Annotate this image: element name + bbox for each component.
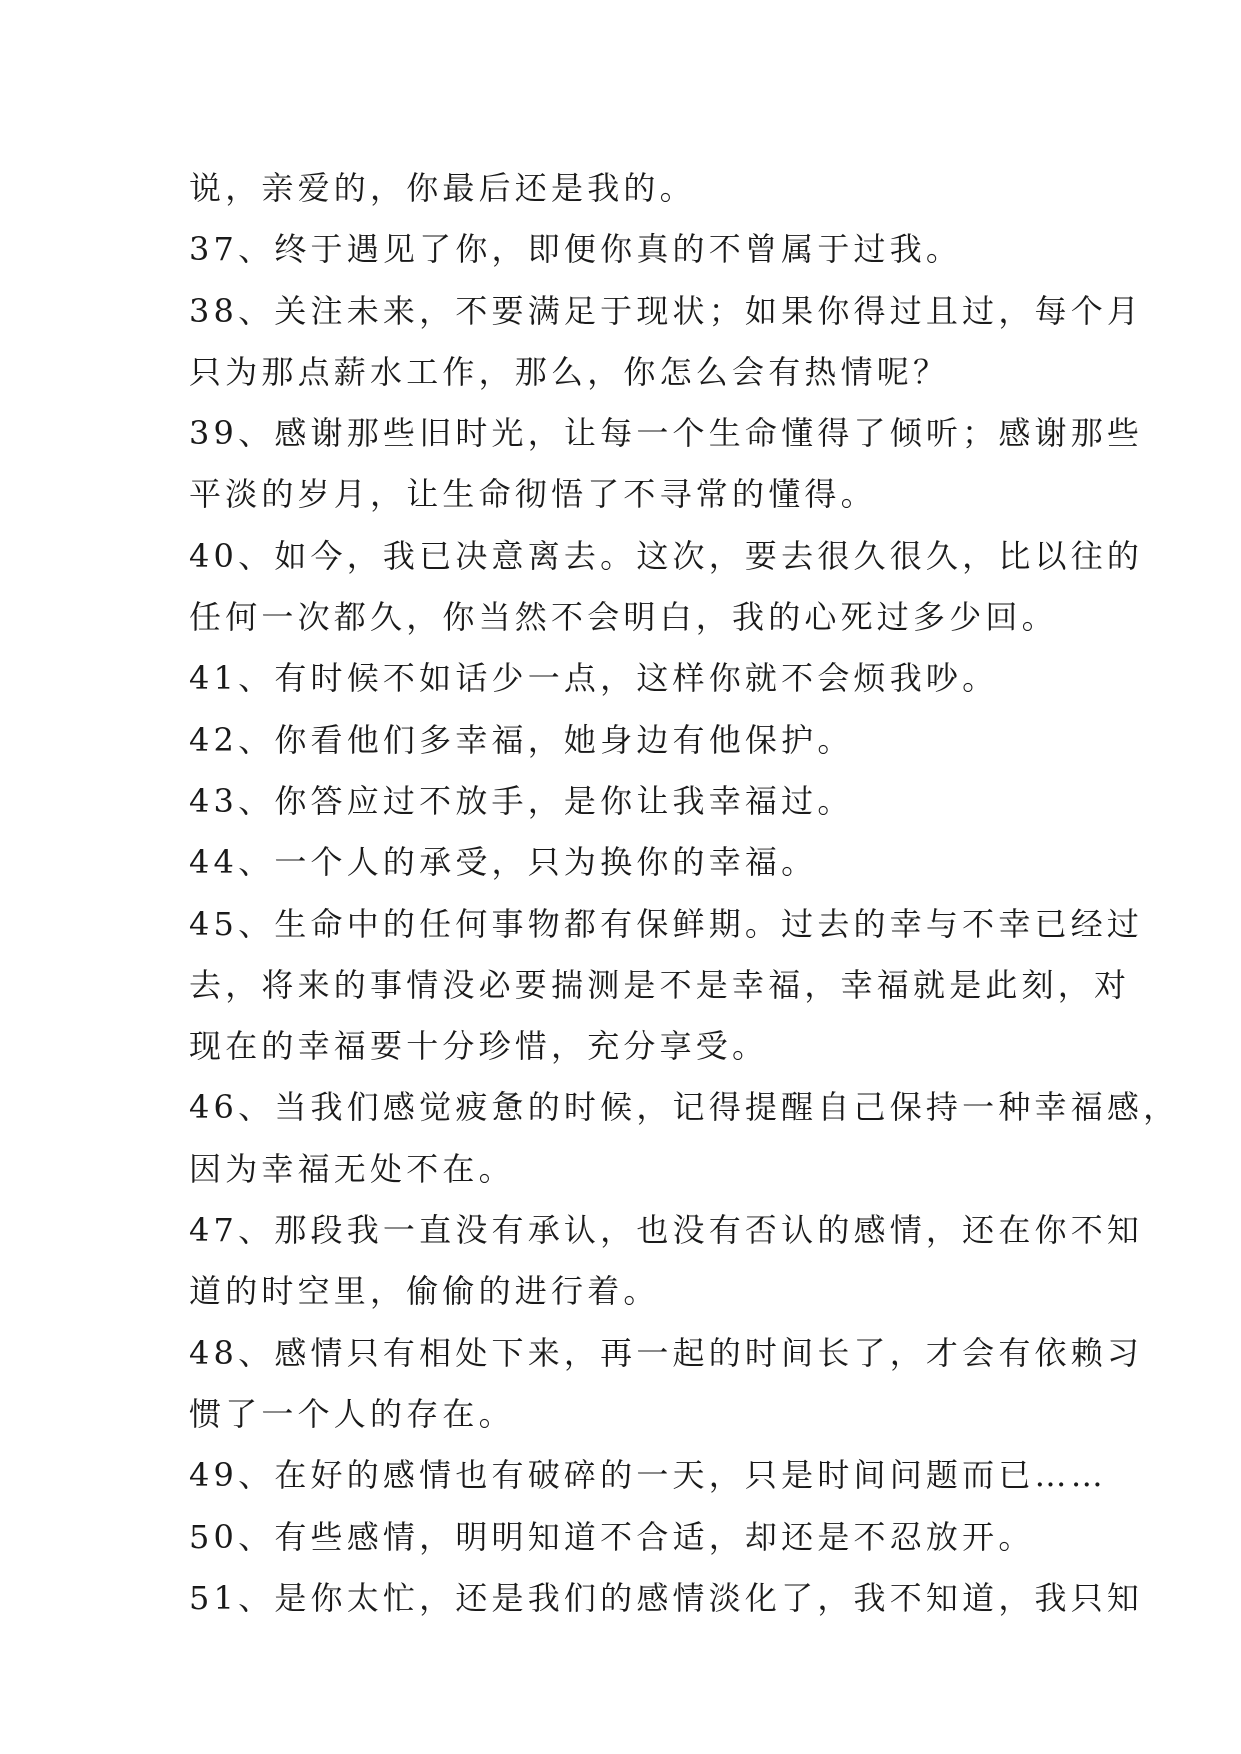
text-line: 42、你看他们多幸福，她身边有他保护。	[189, 720, 854, 759]
text-line: 现在的幸福要十分珍惜，充分享受。	[189, 1027, 769, 1066]
text-body	[189, 158, 1180, 1629]
text-line: 48、感情只有相处下来，再一起的时间长了，才会有依赖习	[189, 1333, 1144, 1372]
text-line: 道的时空里，偷偷的进行着。	[189, 1272, 660, 1311]
text-line: 46、当我们感觉疲惫的时候，记得提醒自己保持一种幸福感，	[189, 1088, 1180, 1127]
text-line: 去，将来的事情没必要揣测是不是幸福，幸福就是此刻，对	[189, 965, 1131, 1004]
text-line: 50、有些感情，明明知道不合适，却还是不忍放开。	[189, 1517, 1035, 1556]
text-line: 49、在好的感情也有破碎的一天，只是时间问题而已……	[189, 1456, 1107, 1495]
text-line: 41、有时候不如话少一点，这样你就不会烦我吵。	[189, 659, 999, 698]
text-line: 平淡的岁月，让生命彻悟了不寻常的懂得。	[189, 475, 877, 514]
text-line: 37、终于遇见了你，即便你真的不曾属于过我。	[189, 230, 963, 269]
text-line: 44、一个人的承受，只为换你的幸福。	[189, 843, 818, 882]
text-line: 47、那段我一直没有承认，也没有否认的感情，还在你不知	[189, 1211, 1144, 1250]
text-line: 51、是你太忙，还是我们的感情淡化了，我不知道，我只知	[189, 1578, 1144, 1617]
text-line: 45、生命中的任何事物都有保鲜期。过去的幸与不幸已经过	[189, 904, 1144, 943]
text-line: 惯了一个人的存在。	[189, 1394, 515, 1433]
text-line: 39、感谢那些旧时光，让每一个生命懂得了倾听；感谢那些	[189, 414, 1144, 453]
text-line: 因为幸福无处不在。	[189, 1149, 515, 1188]
text-line: 40、如今，我已决意离去。这次，要去很久很久，比以往的	[189, 536, 1144, 575]
text-line: 38、关注未来，不要满足于现状；如果你得过且过，每个月	[189, 291, 1144, 330]
text-line: 43、你答应过不放手，是你让我幸福过。	[189, 781, 854, 820]
text-line: 说，亲爱的，你最后还是我的。	[189, 169, 696, 207]
text-line: 只为那点薪水工作，那么，你怎么会有热情呢？	[189, 352, 950, 391]
text-line: 任何一次都久，你当然不会明白，我的心死过多少回。	[189, 598, 1058, 637]
